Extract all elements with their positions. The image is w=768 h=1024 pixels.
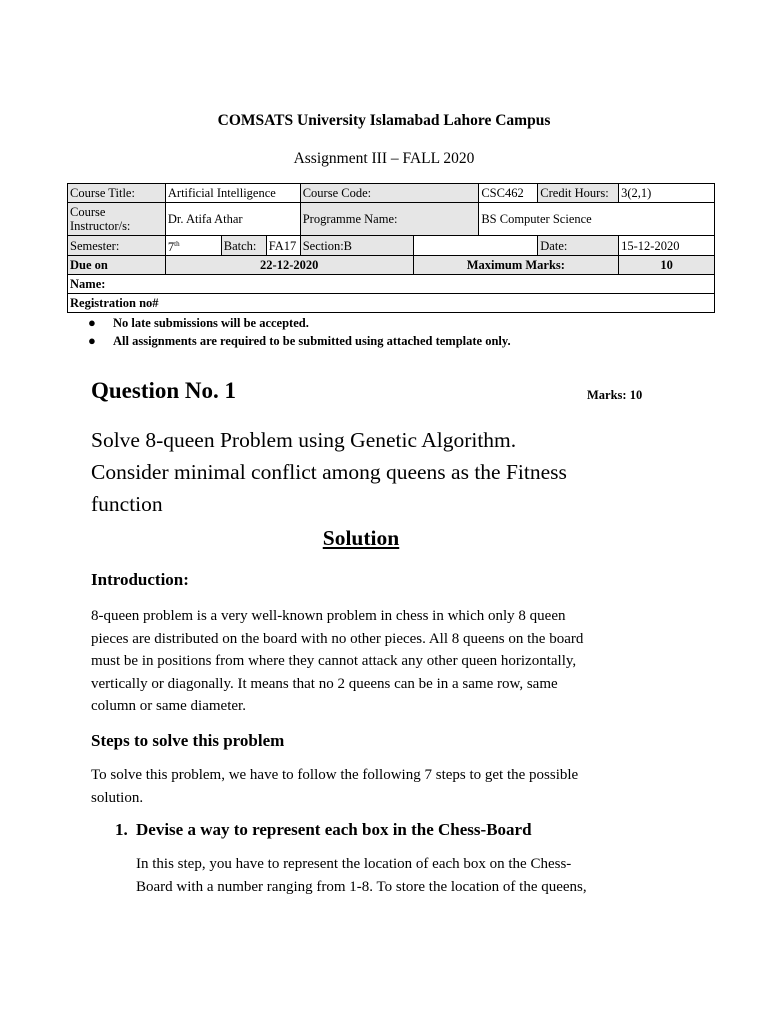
paragraph-line: must be in positions from where they cannot attack any other queen horizontally, bbox=[91, 653, 577, 669]
question-line: function bbox=[91, 492, 163, 516]
instructions-list bbox=[88, 314, 511, 350]
section-spacer bbox=[413, 236, 538, 256]
assignment-title: Assignment III – FALL 2020 bbox=[293, 150, 475, 167]
course-code-value: CSC462 bbox=[479, 184, 538, 203]
due-value: 22-12-2020 bbox=[165, 256, 413, 275]
paragraph-line: column or same diameter. bbox=[91, 698, 246, 714]
step-1-number: 1. bbox=[115, 820, 128, 839]
max-marks-value: 10 bbox=[619, 256, 715, 275]
course-code-label: Course Code: bbox=[300, 184, 479, 203]
instruction-text: No late submissions will be accepted. bbox=[113, 316, 309, 330]
course-info-table bbox=[67, 183, 715, 313]
university-title: COMSATS University Islamabad Lahore Campus bbox=[217, 112, 551, 129]
credit-hours-label: Credit Hours: bbox=[538, 184, 619, 203]
semester-label: Semester: bbox=[68, 236, 166, 256]
question-marks: Marks: 10 bbox=[587, 388, 643, 402]
semester-suffix: th bbox=[174, 240, 180, 248]
max-marks-label: Maximum Marks: bbox=[413, 256, 619, 275]
step-1-title: Devise a way to represent each box in the Chess-Board bbox=[136, 820, 532, 839]
paragraph-line: vertically or diagonally. It means that no 2 queens can be in a same row, same bbox=[91, 675, 558, 692]
paragraph-line: In this step, you have to represent the location of each box on the Chess- bbox=[136, 856, 572, 872]
semester-value bbox=[165, 236, 221, 256]
instruction-item bbox=[88, 314, 511, 332]
batch-value: FA17 bbox=[266, 236, 300, 256]
question-line: Solve 8-queen Problem using Genetic Algorithm. bbox=[91, 428, 517, 452]
bullet-icon: ● bbox=[88, 315, 96, 330]
step-1-paragraph bbox=[136, 853, 676, 898]
due-label: Due on bbox=[68, 256, 166, 275]
programme-value: BS Computer Science bbox=[479, 203, 715, 236]
paragraph-line: 8-queen problem is a very well-known problem in chess in which only 8 queen bbox=[91, 608, 566, 624]
bullet-icon: ● bbox=[88, 333, 96, 348]
instructor-label: Course Instructor/s: bbox=[68, 203, 166, 236]
paragraph-line: pieces are distributed on the board with no other pieces. All 8 queens on the board bbox=[91, 630, 584, 647]
batch-label: Batch: bbox=[221, 236, 266, 256]
section-value: B bbox=[343, 238, 353, 253]
credit-hours-value: 3(2,1) bbox=[619, 184, 715, 203]
introduction-heading: Introduction: bbox=[91, 570, 189, 589]
course-title-label: Course Title: bbox=[68, 184, 166, 203]
paragraph-line: To solve this problem, we have to follow the following 7 steps to get the possible bbox=[91, 767, 579, 783]
steps-paragraph bbox=[91, 764, 671, 809]
date-label: Date: bbox=[538, 236, 619, 256]
section-label-text: Section: bbox=[302, 238, 344, 253]
question-number: Question No. 1 bbox=[91, 378, 237, 403]
registration-field: Registration no# bbox=[68, 294, 715, 313]
step-1-heading bbox=[115, 820, 532, 840]
name-field: Name: bbox=[68, 275, 715, 294]
instruction-text: All assignments are required to be submitted using attached template only. bbox=[113, 334, 511, 348]
programme-label: Programme Name: bbox=[300, 203, 479, 236]
section-label bbox=[300, 236, 413, 256]
steps-heading: Steps to solve this problem bbox=[91, 731, 285, 750]
introduction-paragraph bbox=[91, 605, 671, 718]
semester-number: 7 bbox=[167, 240, 175, 255]
instructor-value: Dr. Atifa Athar bbox=[165, 203, 300, 236]
instruction-item bbox=[88, 332, 511, 350]
solution-heading: Solution bbox=[322, 526, 400, 550]
paragraph-line: solution. bbox=[91, 789, 144, 806]
date-value: 15-12-2020 bbox=[619, 236, 715, 256]
course-title-value: Artificial Intelligence bbox=[165, 184, 300, 203]
paragraph-line: Board with a number ranging from 1-8. To store the location of the queens, bbox=[136, 878, 587, 895]
question-text bbox=[91, 424, 691, 520]
question-line: Consider minimal conflict among queens as the Fitness bbox=[91, 460, 567, 484]
